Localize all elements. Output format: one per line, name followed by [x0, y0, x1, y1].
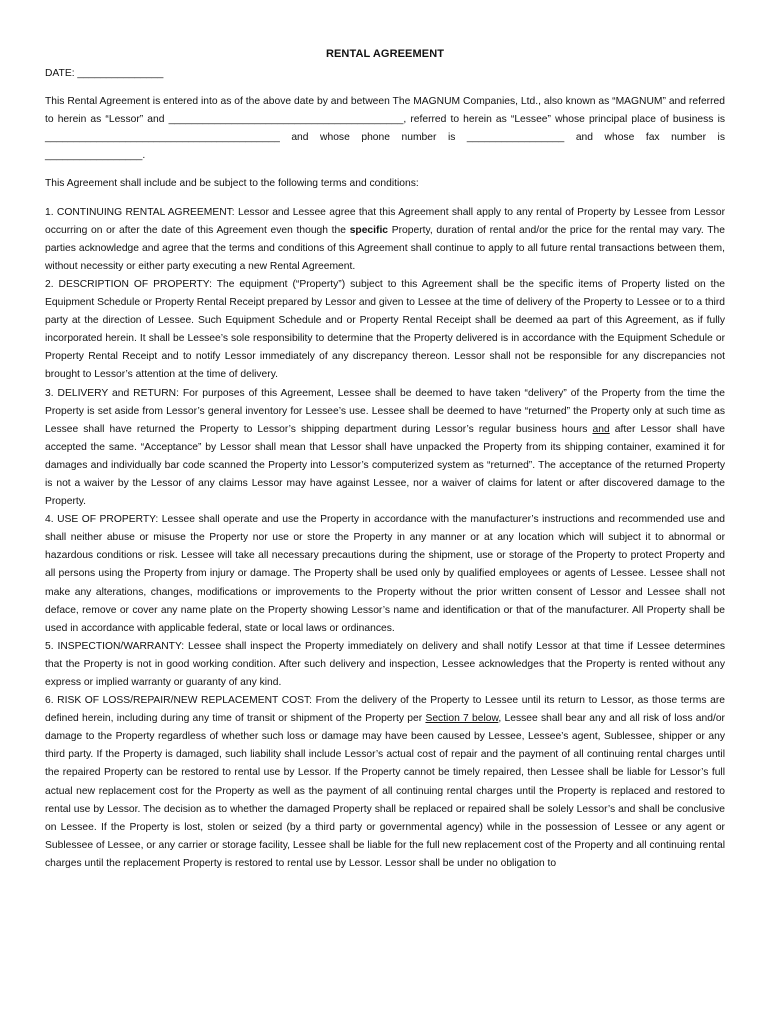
section-1-text-a: 1. CONTINUING RENTAL AGREEMENT: Lessor and Lessee agree that this Agreement shall apply to any rental of Property by Lessee from Lessor occurring on or after the date of this Agreement even though the — [45, 206, 725, 236]
section-1-continuing-rental-agreement — [45, 204, 725, 276]
section-6-risk-of-loss — [45, 692, 725, 873]
section-3-delivery-and-return — [45, 385, 725, 512]
section-6-reference-link: Section 7 below — [425, 713, 499, 725]
section-6-text-a: 6. RISK OF LOSS/REPAIR/NEW REPLACEMENT COST: From the delivery of the Property to Lessee until its return to Lessor, as those terms are defined herein, including during any time of transit or shipment of the Property per — [45, 695, 725, 725]
document-body — [45, 65, 725, 873]
section-4-use-of-property: 4. USE OF PROPERTY: Lessee shall operate and use the Property in accordance with the manufacturer’s instructions and recommended use and shall neither abuse or misuse the Property nor use or store the Property in any manner or at any location which will subject it to abnormal or hazardous conditions or risk. Lessee will take all necessary precautions during the shipment, use or storage of the Property to protect Property and all persons using the Property from injury or damage. The Property shall be used only by qualified employees or agents of Lessee. Lessee shall not make any alterations, changes, modifications or improvements to the Property without the prior written consent of Lessor and Lessee shall not deface, remove or cover any name plate on the Property showing Lessor’s name and identification or that of the manufacturer. All Property shall be used in accordance with applicable federal, state or local laws or ordinances. — [45, 514, 725, 634]
terms-intro: This Agreement shall include and be subject to the following terms and conditions: — [45, 178, 419, 190]
section-1-bold-word: specific — [349, 224, 389, 236]
intro-paragraph: This Rental Agreement is entered into as of the above date by and between The MAGNUM Companies, Ltd., also known as “MAGNUM” and referred to herein as “Lessor” and _________________________________________, referred to herein as “Lessee” whose principal place of business is _________________________________________ and whose phone number is _________________ and whose fax number is _________________. — [45, 96, 725, 162]
section-5-inspection-warranty: 5. INSPECTION/WARRANTY: Lessee shall inspect the Property immediately on delivery and shall notify Lessor at that time if Lessee determines that the Property is not in good working condition. After such delivery and inspection, Lessee acknowledges that the Property is rented without any express or implied warranty or guaranty of any kind. — [45, 640, 725, 688]
section-3-text-b: after Lessor shall have accepted the same. “Acceptance” by Lessor shall mean that Lessor shall have unpacked the Property from its shipping container, examined it for damages and individually bar code scanned the Property into Lessor’s computerized system as “returned”. The acceptance of the returned Property is not a waiver by the Lessor of any claims Lessor may have against Lessee, nor a waiver of claims for latent or after discovered damage to the Property. — [45, 423, 725, 508]
document-title: RENTAL AGREEMENT — [325, 48, 445, 60]
section-3-underlined-word: and — [592, 423, 610, 435]
section-2-description-of-property: 2. DESCRIPTION OF PROPERTY: The equipment (“Property”) subject to this Agreement shall be the specific items of Property listed on the Equipment Schedule or Property Rental Receipt prepared by Lessor and given to Lessee at the time of delivery of the Property to Lessee or to a third party at the direction of Lessee. Such Equipment Schedule and or Property Rental Receipt shall be deemed aa part of this Agreement, as if fully incorporated herein. It shall be Lessee’s sole responsibility to determine that the Property delivered is in accordance with the Equipment Schedule or Property Rental Receipt and to notify Lessor immediately of any discrepancy thereon. Lessor shall not be responsible for any discrepancies not brought to Lessor’s attention at the time of delivery. — [45, 278, 725, 381]
section-3-text-a: 3. DELIVERY and RETURN: For purposes of this Agreement, Lessee shall be deemed to have taken “delivery” of the Property from the time the Property is set aside from Lessor’s general inventory for Lessee’s use. Lessee shall be deemed to have “returned” the Property only at such time as Lessee shall have returned the Property to Lessor’s shipping department during Lessor’s regular business hours — [45, 387, 725, 435]
section-6-text-b: , Lessee shall bear any and all risk of loss and/or damage to the Property regardless of whether such loss or damage may have been caused by Lessee, Lessee’s agent, Sublessee, shipper or any third party. If the Property is damaged, such liability shall include Lessor’s actual cost of repair and the payment of all continuing rental charges until the repaired Property can be restored to rental use by Lessor. If the Property cannot be timely repaired, then Lessee shall be liable for Lessor’s full actual new replacement cost for the Property as well as the payment of all continuing rental charges until the Property is replaced and restored to rental use by Lessor. The decision as to whether the damaged Property shall be replaced or repaired shall be solely Lessor’s and shall be conclusive on Lessee. If the Property is lost, stolen or seized (by a third party or governmental agency) while in the possession of Lessee or any agent or Sublessee of Lessee, or any carrier or storage facility, Lessee shall be liable for the full new replacement cost of the Property and all continuing rental charges until the replacement Property is restored to rental use by Lessor. Lessor shall be under no obligation to — [45, 713, 725, 869]
date-line: DATE: _______________ — [45, 68, 164, 79]
section-1-text-b: Property, duration of rental and/or the price for the rental may vary. The parties acknowledge and agree that the terms and conditions of this Agreement shall continue to apply to all future rental transactions between them, without necessity or either party executing a new Rental Agreement. — [45, 224, 725, 272]
